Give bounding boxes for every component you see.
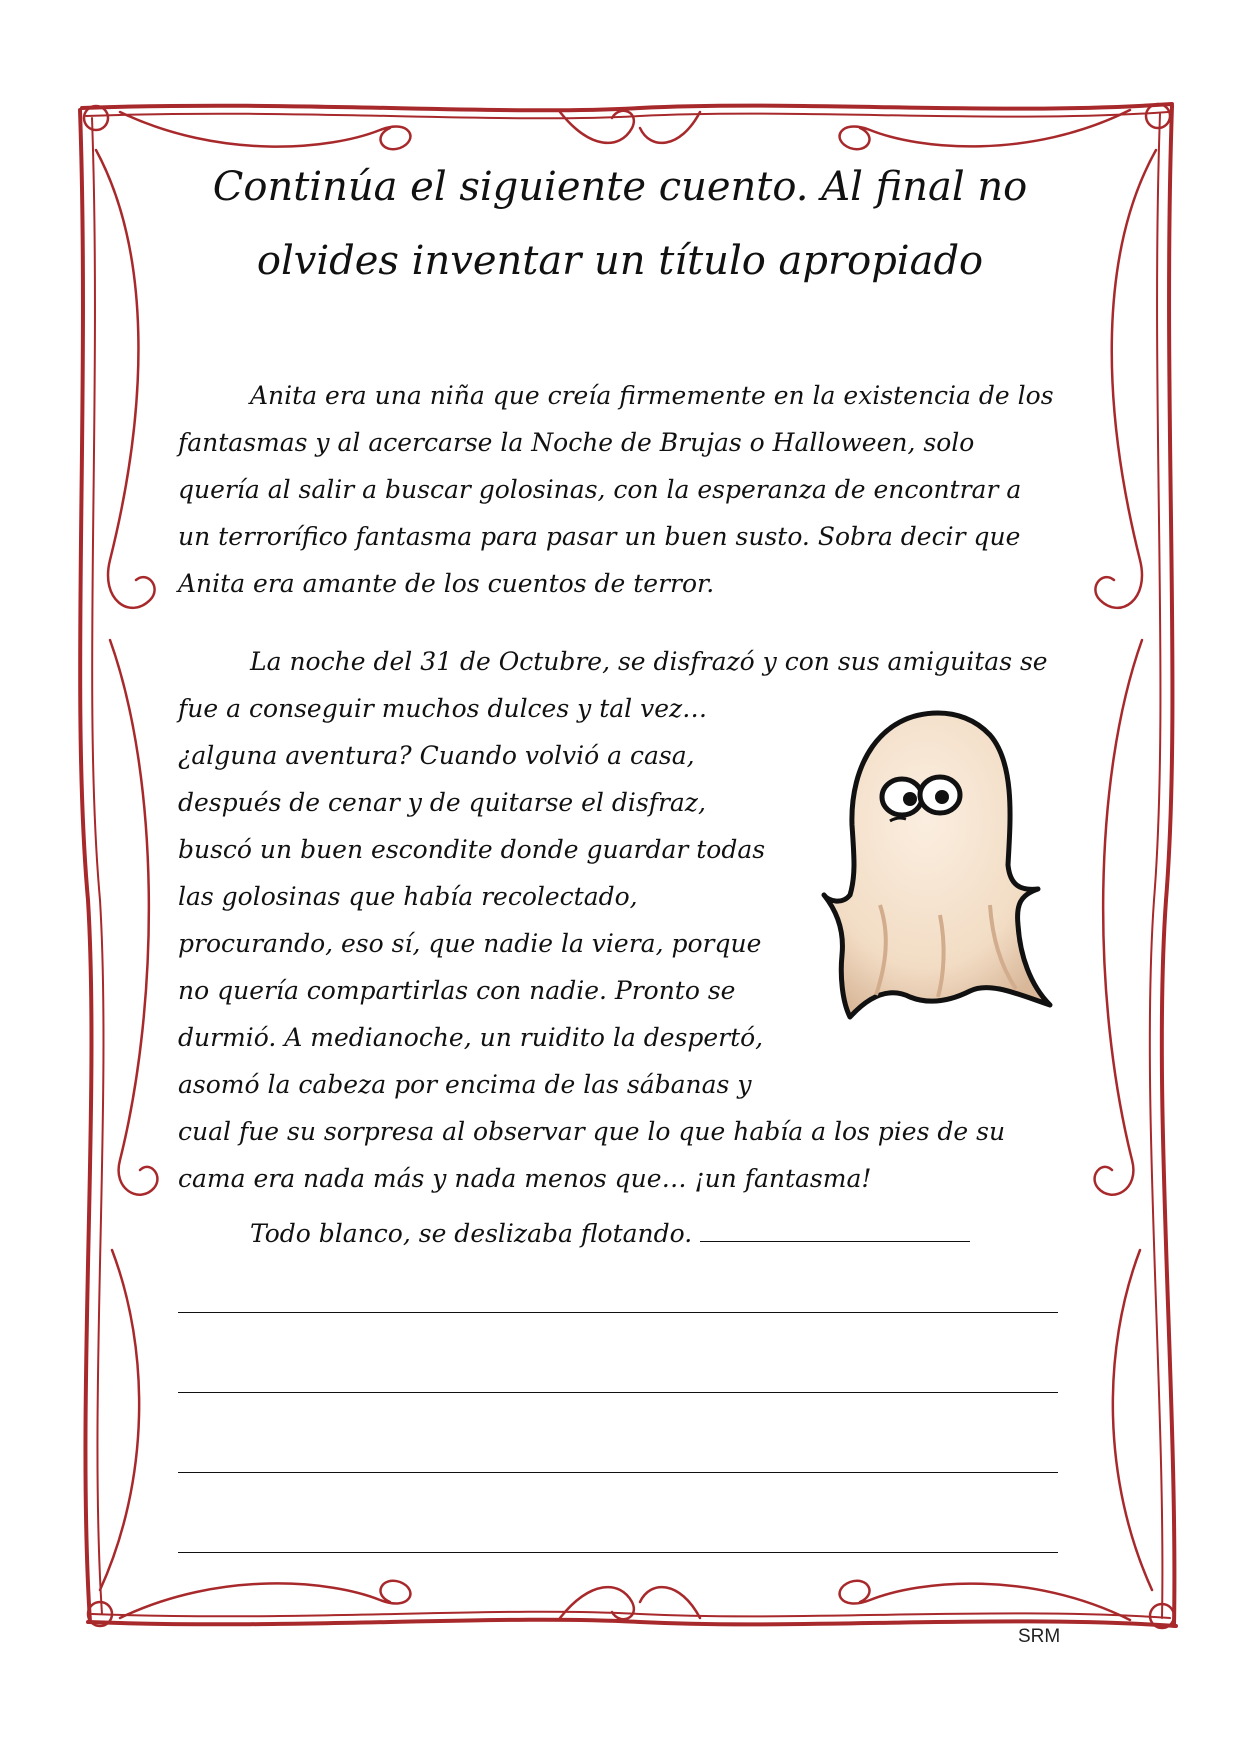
story-paragraph-3-text: Todo blanco, se deslizaba flotando.	[250, 1219, 693, 1248]
writing-line-1[interactable]	[178, 1312, 1058, 1313]
story-paragraph-2-text: La noche del 31 de Octubre, se disfrazó y con sus amiguitas se fue a conseguir muchos dulces y tal vez… ¿alguna aventura? Cuando volvió a casa, después de cenar y de quitarse el disfraz, buscó un buen escondite donde guardar todas las golosinas que había recolectado, procurando, eso sí, que nadie la viera, porque no quería compartirlas con nadie. Pronto se durmió. A medianoche, un ruidito la despertó, asomó la cabeza por encima de las sábanas y cual fue su sorpresa al observar que lo que había a los pies de su cama era nada más y nada menos que… ¡un fantasma!	[178, 647, 1048, 1193]
story-paragraph-1	[178, 372, 1058, 607]
writing-line-4[interactable]	[178, 1552, 1058, 1553]
ghost-icon	[820, 705, 1055, 1025]
writing-blank-inline[interactable]	[700, 1217, 970, 1242]
story-paragraph-1-text: Anita era una niña que creía firmemente en la existencia de los fantasmas y al acercarse la Noche de Brujas o Halloween, solo quería al salir a buscar golosinas, con la esperanza de encontrar a un terrorífico fantasma para pasar un buen susto. Sobra decir que Anita era amante de los cuentos de terror.	[178, 381, 1054, 598]
author-initials: SRM	[1018, 1626, 1061, 1647]
writing-line-2[interactable]	[178, 1392, 1058, 1393]
story-paragraph-3	[178, 1210, 1058, 1257]
writing-line-3[interactable]	[178, 1472, 1058, 1473]
page-title: Continúa el siguiente cuento. Al final no olvides inventar un título apropiado	[212, 164, 1028, 284]
